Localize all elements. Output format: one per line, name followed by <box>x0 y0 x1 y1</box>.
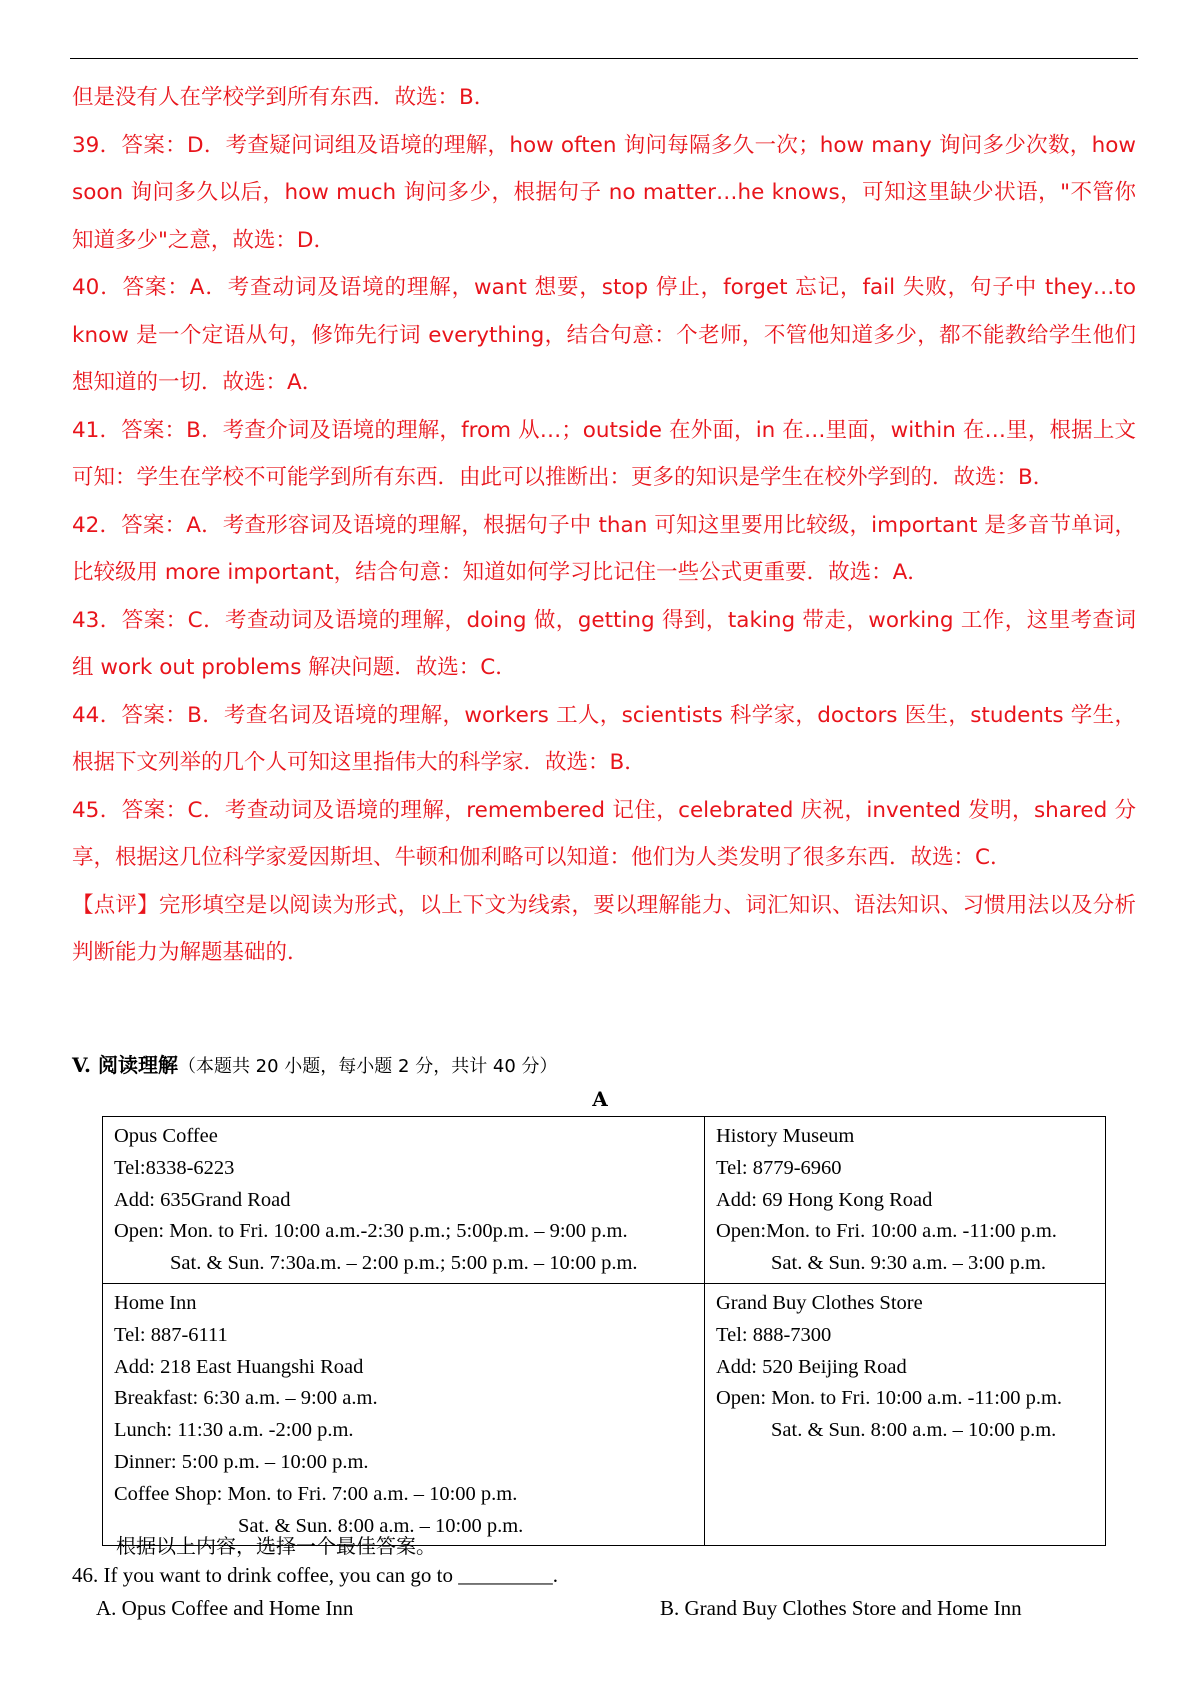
store-open-weekdays: Open: Mon. to Fri. 10:00 a.m. -11:00 p.m. <box>716 1387 1063 1410</box>
answer-43: 43．答案：C．考查动词及语境的理解，doing 做，getting 得到，taking 带走，working 工作，这里考查词组 work out problems 解决问题．故选：C． <box>72 607 1136 680</box>
inn-coffee-weekend: Sat. & Sun. 8:00 a.m. – 10:00 p.m. <box>238 1514 524 1537</box>
opus-tel: Tel:8338-6223 <box>114 1156 235 1179</box>
inn-dinner: Dinner: 5:00 p.m. – 10:00 p.m. <box>114 1450 369 1473</box>
store-address: Add: 520 Beijing Road <box>716 1355 907 1378</box>
museum-open-weekdays: Open:Mon. to Fri. 10:00 a.m. -11:00 p.m. <box>716 1220 1057 1243</box>
option-a: A. Opus Coffee and Home Inn <box>96 1596 354 1620</box>
inn-lunch: Lunch: 11:30 a.m. -2:00 p.m. <box>114 1419 354 1442</box>
info-table <box>102 1116 1106 1546</box>
museum-name: History Museum <box>716 1125 855 1147</box>
question-46: 46. If you want to drink coffee, you can go to _________. <box>72 1563 559 1587</box>
inn-name: Home Inn <box>114 1291 197 1314</box>
home-inn-cell <box>103 1283 705 1545</box>
section-note: （本题共 20 小题，每小题 2 分，共计 40 分） <box>177 1056 558 1077</box>
inn-address: Add: 218 East Huangshi Road <box>114 1355 364 1378</box>
section-title: V. 阅读理解 <box>72 1053 178 1077</box>
store-open-weekend: Sat. & Sun. 8:00 a.m. – 10:00 p.m. <box>771 1419 1057 1442</box>
history-museum-cell <box>705 1117 1106 1284</box>
museum-open-weekend: Sat. & Sun. 9:30 a.m. – 3:00 p.m. <box>771 1252 1047 1275</box>
answer-45: 45．答案：C．考查动词及语境的理解，remembered 记住，celebrated 庆祝，invented 发明，shared 分享，根据这几位科学家爱因斯坦、牛顿和伽利略可以知道：他们为人类发明了很多东西．故选：C． <box>72 797 1136 870</box>
museum-address: Add: 69 Hong Kong Road <box>716 1188 933 1211</box>
inn-tel: Tel: 887-6111 <box>114 1323 228 1346</box>
answer-41: 41．答案：B．考查介词及语境的理解，from 从…；outside 在外面，in 在…里面，within 在…里，根据上文可知：学生在学校不可能学到所有东西．由此可以推断出：更多的知识是学生在校外学到的．故选：B． <box>72 417 1136 490</box>
opus-coffee-cell <box>103 1117 705 1284</box>
opus-address: Add: 635Grand Road <box>114 1188 291 1211</box>
answer-40: 40．答案：A．考查动词及语境的理解，want 想要，stop 停止，forget 忘记，fail 失败，句子中 they…to know 是一个定语从句，修饰先行词 everything，结合句意：个老师，不管他知道多少，都不能教给学生他们想知道的一切．故选：A． <box>72 275 1136 395</box>
museum-tel: Tel: 8779-6960 <box>716 1156 842 1179</box>
section-heading <box>72 1050 1072 1082</box>
clothes-store-cell <box>705 1283 1106 1545</box>
opus-open-weekend: Sat. & Sun. 7:30a.m. – 2:00 p.m.; 5:00 p.m. – 10:00 p.m. <box>170 1252 638 1275</box>
opus-name: Opus Coffee <box>114 1125 218 1147</box>
header-rule <box>70 58 1138 59</box>
answer-explanations <box>72 74 1136 977</box>
inn-breakfast: Breakfast: 6:30 a.m. – 9:00 a.m. <box>114 1387 378 1410</box>
instruction: 根据以上内容，选择一个最佳答案。 <box>116 1534 436 1558</box>
answer-39: 39．答案：D．考查疑问词组及语境的理解，how often 询问每隔多久一次；how many 询问多少次数，how soon 询问多久以后，how much 询问多少，根据句子 no matter…he knows，可知这里缺少状语，"不管你知道多少"之意，故选：D． <box>72 132 1136 253</box>
answer-continuation: 但是没有人在学校学到所有东西．故选：B． <box>72 85 496 110</box>
opus-open-weekdays: Open: Mon. to Fri. 10:00 a.m.-2:30 p.m.; 5:00p.m. – 9:00 p.m. <box>114 1220 628 1243</box>
comment: 【点评】完形填空是以阅读为形式，以上下文为线索，要以理解能力、词汇知识、语法知识、习惯用法以及分析判断能力为解题基础的． <box>72 892 1136 965</box>
passage-label: A <box>592 1087 608 1111</box>
option-b: B. Grand Buy Clothes Store and Home Inn <box>660 1596 1022 1620</box>
answer-44: 44．答案：B．考查名词及语境的理解，workers 工人，scientists 科学家，doctors 医生，students 学生，根据下文列举的几个人可知这里指伟大的科学家．故选：B． <box>72 702 1136 775</box>
store-tel: Tel: 888-7300 <box>716 1323 832 1346</box>
inn-coffee-weekdays: Coffee Shop: Mon. to Fri. 7:00 a.m. – 10:00 p.m. <box>114 1482 518 1505</box>
store-name: Grand Buy Clothes Store <box>716 1291 923 1314</box>
answer-42: 42．答案：A．考查形容词及语境的理解，根据句子中 than 可知这里要用比较级，important 是多音节单词，比较级用 more important，结合句意：知道如何学习比记住一些公式更重要．故选：A． <box>72 512 1136 585</box>
